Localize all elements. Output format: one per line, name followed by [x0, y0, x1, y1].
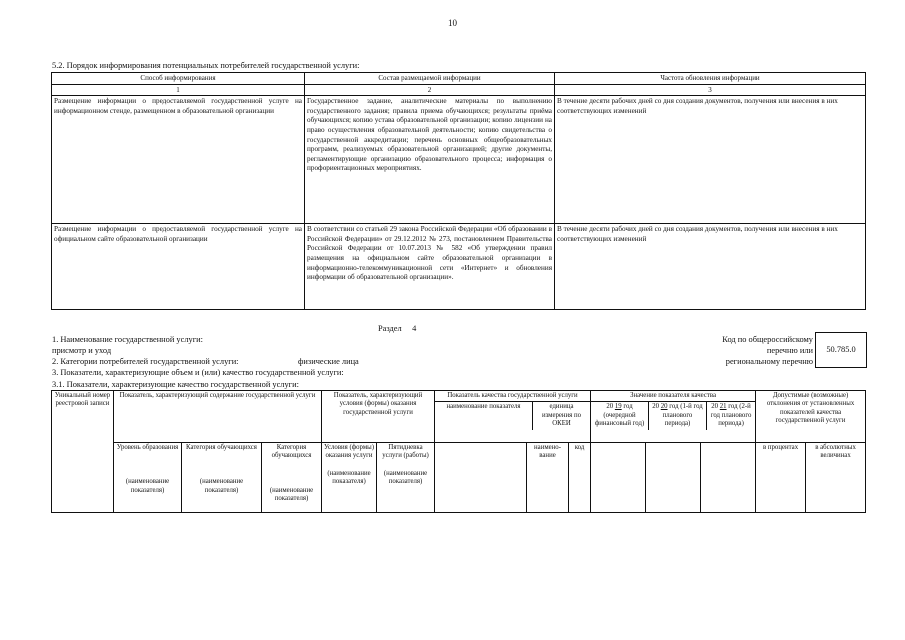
- header-content: Состав размещаемой информации: [305, 73, 555, 85]
- row1-frequency: В течение десяти рабочих дней со дня создания документов, получения или внесения в них соответствующих изменений: [555, 96, 866, 224]
- header-conditions-indicator: Показатель, характеризующий условия (формы) оказания государственной услуги: [322, 391, 435, 443]
- code-label-3: региональному перечню: [725, 357, 813, 366]
- cell-year-3: [701, 443, 756, 513]
- header-frequency: Частота обновления информации: [555, 73, 866, 85]
- section-5-2-title: 5.2. Порядок информирования потенциальных потребителей государственной услуги:: [52, 61, 360, 70]
- col-num-3: 3: [555, 84, 866, 96]
- registry-code-box: [815, 332, 867, 368]
- header-unit: единица измерения по ОКЕИ: [541, 403, 582, 428]
- header-unique-number: Уникальный номер реестровой записи: [52, 391, 114, 513]
- header-year-2: 20 20 год (1-й год планового периода): [649, 402, 707, 429]
- header-year-3: 20 21 год (2-й год планового периода): [710, 403, 752, 428]
- code-label-2: перечню или: [766, 346, 813, 355]
- service-name-label: 1. Наименование государственной услуги:: [52, 335, 203, 344]
- col-num-2: 2: [305, 84, 555, 96]
- header-year-1: 20 19 год (очередной финансовый год): [591, 402, 649, 429]
- row1-method: Размещение информации о предоставляемой государственной услуге на информационном стенде, размещенном в образовательной организации: [52, 96, 305, 224]
- sub-level: Уровень образования (наименование показателя): [114, 443, 182, 513]
- sub-conditions: Условия (формы) оказания услуги (наименование показателя): [322, 443, 377, 513]
- sub-dev-percent: в процентах: [756, 443, 806, 513]
- section-number: 4: [412, 324, 417, 333]
- cell-indicator-name: [435, 443, 527, 513]
- row2-content: В соответствии со статьей 29 закона Российской Федерации «Об образовании в Российской Федерации» от 29.12.2012 № 273, постановлением Правительства Российской Федерации от 10.07.2013 № 582 «Об утверждении правил размещения на официальном сайте образовательной организации в информационно-телекоммуникационной сети «Интернет» и обновления информации об образовательной организации».: [305, 224, 555, 310]
- indicators-line: 3. Показатели, характеризующие объем и (или) качество государственной услуги:: [52, 368, 344, 377]
- row2-frequency: В течение десяти рабочих дней со дня создания документов, получения или внесения в них соответствующих изменений: [555, 224, 866, 310]
- header-indicator-name: наименование показателя: [435, 402, 533, 429]
- sub-category-1: Категория обучающихся (наименование показателя): [182, 443, 262, 513]
- quality-indicators-line: 3.1. Показатели, характеризующие качество государственной услуги:: [52, 380, 299, 389]
- sub-dev-absolute: в абсолютных величинах: [806, 443, 866, 513]
- header-deviation: Допустимые (возможные) отклонения от установленных показателей качества государственной услуги: [756, 391, 866, 443]
- col-num-1: 1: [52, 84, 305, 96]
- header-quality-values: Значение показателя качества 20 19 год (очередной финансовый год) 20 20 год (1-й год планового периода) 20 21 год (2-й год планового периода): [591, 391, 756, 443]
- quality-table: [51, 390, 866, 513]
- sub-category-2: Категория обучающихся (наименование показателя): [262, 443, 322, 513]
- registry-code: 50.785.0: [826, 345, 856, 354]
- page-number: 10: [448, 18, 457, 28]
- row1-content: Государственное задание, аналитические материалы по выполнению государственного задания; правила приема обучающихся; результаты приёма обучающихся; копию устава образовательной организации; копию лицензии на право осуществления образовательной деятельности; копию свидетельства о государственной аккредитации; перечень основных общеобразовательных программ, реализуемых образовательной организацией; другие документы, регламентирующие организацию образовательного процесса; информация о профориентационных мероприятиях.: [305, 96, 555, 224]
- sub-unit-name: наимено- вание: [527, 443, 569, 513]
- header-quality-indicator: Показатель качества государственной услуги наименование показателя единица измерения по ОКЕИ: [435, 391, 591, 443]
- sub-unit-code: код: [569, 443, 591, 513]
- sub-week: Пятидневка услуги (работы) (наименование показателя): [377, 443, 435, 513]
- header-method: Способ информирования: [52, 73, 305, 85]
- header-content-indicator: Показатель, характеризующий содержание государственной услуги: [114, 391, 322, 443]
- cell-year-2: [646, 443, 701, 513]
- consumer-category-label: 2. Категории потребителей государственной услуги:: [52, 357, 239, 366]
- section-title: Раздел 4: [378, 324, 417, 333]
- row2-method: Размещение информации о предоставляемой государственной услуге на официальном сайте образовательной организации: [52, 224, 305, 310]
- service-name-value: присмотр и уход: [52, 346, 112, 355]
- cell-year-1: [591, 443, 646, 513]
- consumer-category-value: физические лица: [298, 357, 359, 366]
- code-label-1: Код по общероссийскому: [722, 335, 813, 344]
- informing-table: [51, 72, 866, 310]
